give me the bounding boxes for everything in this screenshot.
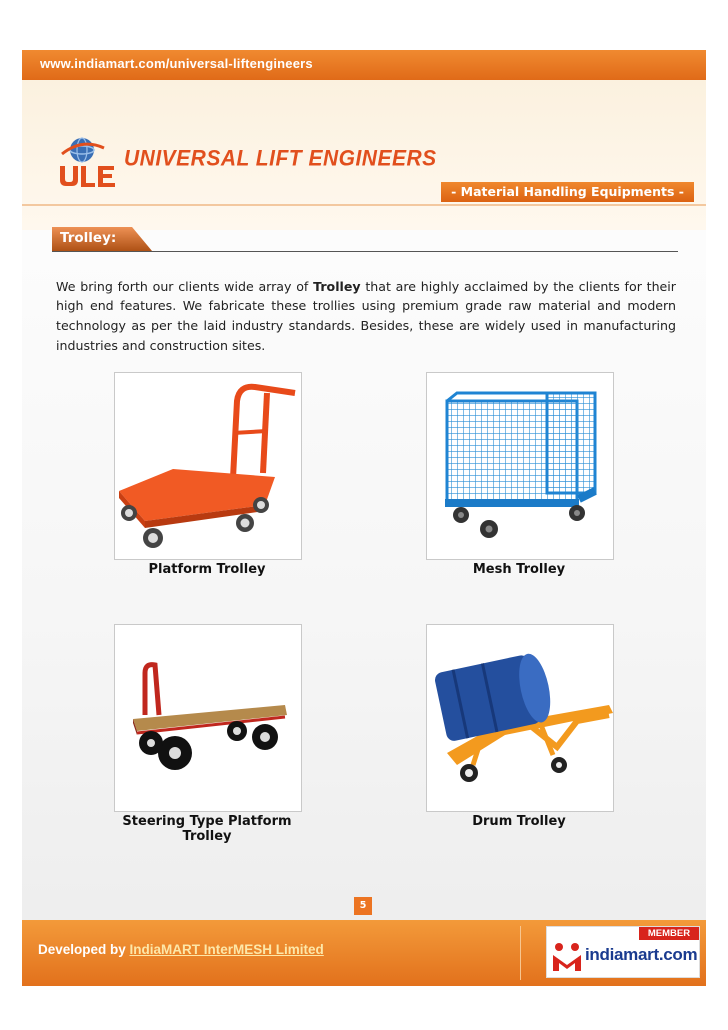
header xyxy=(22,80,706,230)
caption-steering-trolley: Steering Type Platform Trolley xyxy=(122,814,292,844)
developed-by xyxy=(38,942,324,957)
footer-divider xyxy=(520,926,521,980)
indiamart-logo-icon xyxy=(551,941,583,973)
category-divider xyxy=(22,204,706,206)
footer xyxy=(22,920,706,986)
section-description xyxy=(56,277,676,356)
steering-trolley-image[interactable] xyxy=(114,624,302,812)
steering-trolley-icon xyxy=(115,625,301,811)
brochure-page xyxy=(22,50,706,986)
description-end: that are highly acclaimed by the clients for their high end features. We fabricate these trollies using premium grade raw material and modern technology as per the laid industry standards. Besides, these are widely used in manufacturing industries and construction sites. xyxy=(56,278,676,353)
page-number: 5 xyxy=(354,897,372,915)
section-title: Trolley: xyxy=(60,230,117,246)
description-highlight: Trolley xyxy=(313,278,361,294)
indiamart-brand: indiamart.com xyxy=(585,945,698,964)
section-divider xyxy=(52,251,678,252)
mesh-trolley-image[interactable] xyxy=(426,372,614,560)
description-start: We bring forth our clients wide array of xyxy=(56,278,314,294)
developed-by-label: Developed by xyxy=(38,942,130,957)
drum-trolley-image[interactable] xyxy=(426,624,614,812)
section-tab xyxy=(52,227,152,251)
developer-link[interactable]: IndiaMART InterMESH Limited xyxy=(129,942,324,957)
platform-trolley-icon xyxy=(115,373,301,559)
company-name: UNIVERSAL LIFT ENGINEERS xyxy=(124,146,437,171)
caption-platform-trolley: Platform Trolley xyxy=(148,562,266,577)
category-banner: - Material Handling Equipments - xyxy=(441,182,694,202)
drum-trolley-icon xyxy=(427,625,613,811)
caption-drum-trolley: Drum Trolley xyxy=(472,814,566,829)
member-label: MEMBER xyxy=(639,927,699,940)
caption-mesh-trolley: Mesh Trolley xyxy=(472,562,566,577)
platform-trolley-image[interactable] xyxy=(114,372,302,560)
mesh-trolley-icon xyxy=(427,373,613,559)
company-logo xyxy=(58,132,124,192)
indiamart-member-badge[interactable] xyxy=(546,926,700,978)
url-bar xyxy=(22,50,706,80)
site-url[interactable]: www.indiamart.com/universal-liftengineers xyxy=(40,56,313,71)
